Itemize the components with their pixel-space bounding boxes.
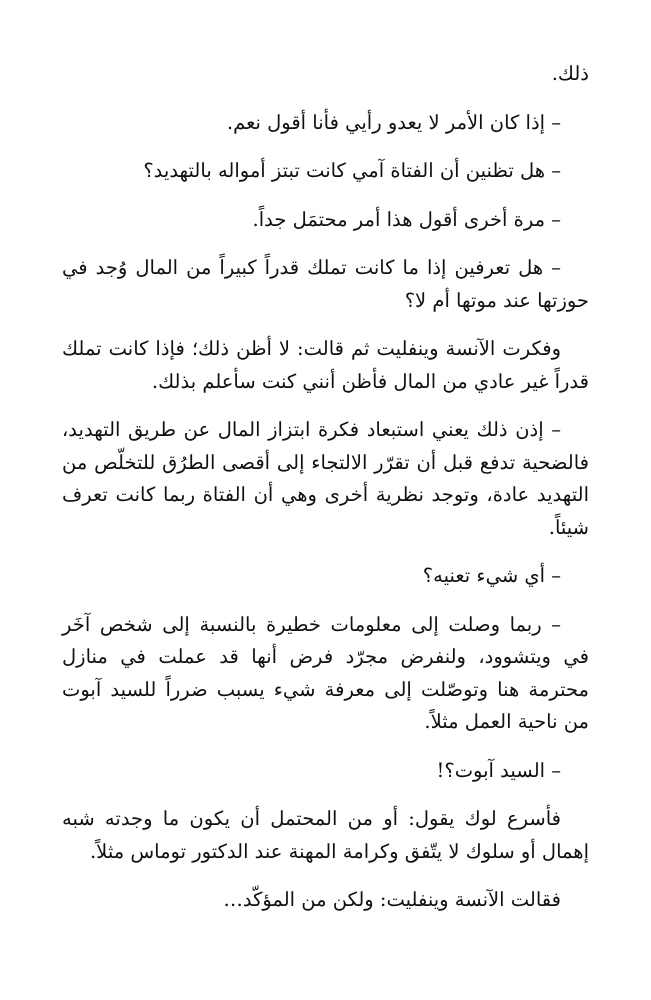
paragraph-4: – مرة أخرى أقول هذا أمر محتمَل جداً. — [252, 207, 561, 231]
book-page — [62, 58, 589, 933]
paragraph-5: – هل تعرفين إذا ما كانت تملك قدراً كبيراً من المال وُجد في حوزتها عند موتها أم لا؟ — [62, 256, 589, 312]
paragraph-11: فأسرع لوك يقول: أو من المحتمل أن يكون ما وجدته شبه إهمال أو سلوك لا يتّفق وكرامة المهنة عند الدكتور توماس مثلاً. — [62, 807, 589, 863]
paragraph-1: ذلك. — [551, 62, 589, 85]
paragraph-2: – إذا كان الأمر لا يعدو رأيي فأنا أقول نعم. — [226, 110, 561, 134]
paragraph-3: – هل تظنين أن الفتاة آمي كانت تبتز أمواله بالتهديد؟ — [143, 159, 561, 182]
paragraph-9: – ربما وصلت إلى معلومات خطيرة بالنسبة إلى شخص آخَر في ويتشوود، ولنفرض مجرّد فرض أنها قد عملت في منازل محترمة هنا وتوصّلت إلى معرفة شيء يسبب ضرراً للسيد آبوت من ناحية العمل مثلاً. — [62, 612, 589, 733]
paragraph-6: وفكرت الآنسة وينفليت ثم قالت: لا أظن ذلك؛ فإذا كانت تملك قدراً غير عادي من المال فأظن أنني كنت سأعلم بذلك. — [62, 337, 589, 393]
paragraph-12: فقالت الآنسة وينفليت: ولكن من المؤكّد… — [223, 888, 561, 911]
paragraph-7: – إذن ذلك يعني استبعاد فكرة ابتزاز المال عن طريق التهديد، فالضحية تدفع قبل أن تقرّر الالتجاء إلى أقصى الطرُق للتخلّص من التهديد عادة، وتوجد نظرية أخرى وهي أن الفتاة ربما كانت تعرف شيئاً. — [62, 418, 589, 539]
paragraph-8: – أي شيء تعنيه؟ — [422, 564, 561, 587]
paragraph-10: – السيد آبوت؟! — [436, 758, 561, 782]
